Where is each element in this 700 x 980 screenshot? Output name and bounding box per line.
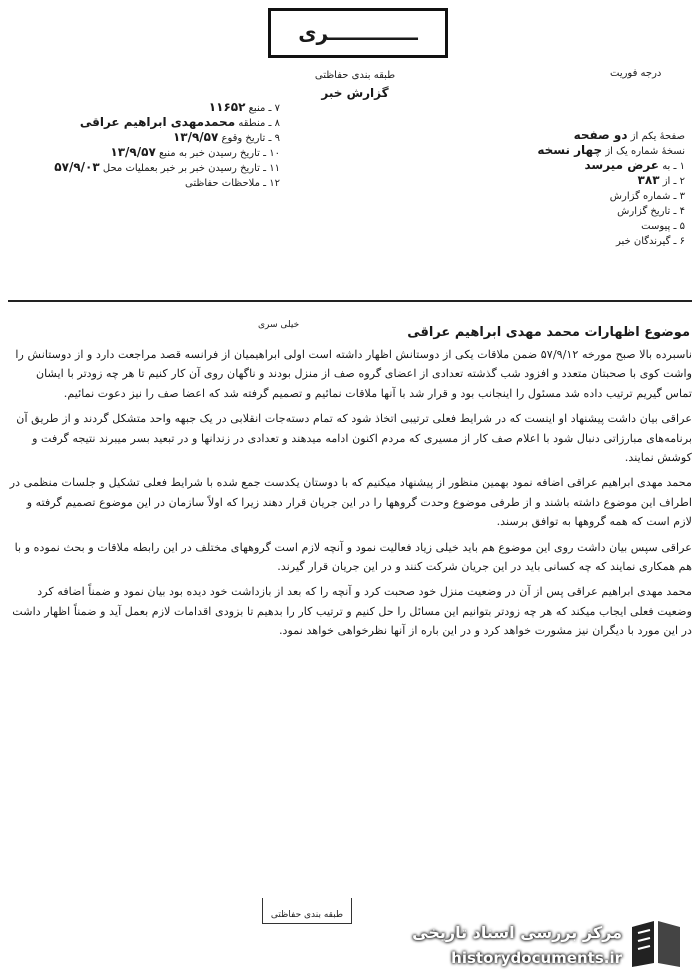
form-row: ۴ ـ تاریخ گزارش [617, 206, 685, 217]
report-body [8, 345, 692, 647]
form-row: ۸ ـ منطقه محمدمهدی ابراهیم عراقی [79, 115, 280, 129]
right-form-fields [410, 128, 685, 248]
priority-label: درجه فوریت [610, 68, 662, 79]
form-row: ۵ ـ پیوست [641, 221, 685, 232]
body-paragraph: محمد مهدی ابراهیم عراقی پس از آن در وضعیت منزل خود صحبت کرد و آنچه را که بعد از بازداشت خود دیده بود بیان نمود و ضمناً اضافه کرد وضعیت فعلی ایجاب میکند که هر چه زودتر بتوانیم این مسائل را حل کنیم و ترتیب کار را بدهیم تا بزودی اقدامات لازم بعمل آید و ضمناً اظهار داشت در این مورد با دیگران نیز مشورت خواهد کرد و در این باره از آنها نظرخواهی خواهد نمود. [12, 585, 692, 638]
body-paragraph: محمد مهدی ابراهیم عراقی اضافه نمود بهمین منظور از پیشنهاد میکنیم که با دوستان یکدست جمع شده با شرایط فعلی تشکیل و جلسات منظمی در اطراف این موضوع داشته باشند و از طرفی موضوع وحدت گروهها را در این جریان قرار دهند زیرا که اولاً سازمان در این موضوع تصمیم گرفته و لازم است که همه گروهها به توافق برسند. [9, 476, 692, 529]
stamp-text: ـــــــــــــرى [298, 21, 418, 45]
body-paragraph: ناسبرده بالا صبح مورخه ۵۷/۹/۱۲ ضمن ملاقات یکی از دوستانش اظهار داشته است اولی ابراهیمیان از فرانسه قصد مراجعت دارد و از دوستانش را واشت کوی با صحبتان متعدد و افزود شب گذشته تعدادی از اعضای گروه صف از منزل بودند و ناگهان روی آن کار کنیم تا هر چه زودتر با ایشان تماس گیریم ترتیب داده شد مسئول را اینجانب بود و قرار شد با آنها ملاقات نمائیم و تصمیم گرفته شد که اعضا صف را نیز دعوت نمائیم. [15, 348, 692, 400]
form-row: نسخهٔ شماره یک از چهار نسخه [537, 143, 685, 157]
form-row: ۶ ـ گیرندگان خبر [615, 236, 685, 247]
section-divider [8, 300, 692, 302]
form-row: ۱۲ ـ ملاحظات حفاظتی [185, 178, 280, 189]
footer-classification: طبقه بندی حفاظتی [262, 898, 352, 924]
form-row: ۱۱ ـ تاریخ رسیدن خبر بر خبر بعملیات محل ۵۷/۹/۰۳ [54, 160, 280, 174]
left-form-fields [10, 100, 280, 190]
document-logo-icon [628, 919, 684, 969]
report-title: گزارش خبر [321, 86, 389, 100]
form-row: ۹ ـ تاریخ وقوع ۱۳/۹/۵۷ [172, 130, 280, 144]
form-row: ۱ ـ به عرض میرسد [584, 158, 685, 172]
body-paragraph: عراقی سپس بیان داشت روی این موضوع هم باید خیلی زیاد فعالیت نمود و آنچه لازم است گروههای مختلف در این رابطه ملاقات و بحث نموده و با هم همکاری نمایند که چه کسانی باید در این جریان شرکت کنند و در این جریان قرار گیرند. [14, 540, 692, 574]
report-subject: موضوع اظهارات محمد مهدی ابراهیم عراقی [407, 325, 690, 340]
form-row: ۷ ـ منبع ۱۱۶۵۲ [208, 100, 280, 114]
form-row: ۱۰ ـ تاریخ رسیدن خبر به منبع ۱۳/۹/۵۷ [110, 145, 280, 159]
body-paragraph: عراقی بیان داشت پیشنهاد او اینست که در شرایط فعلی ترتیبی اتخاذ شود که تمام دسته‌جات انقلابی در یک جبهه واحد متشکل گردند و از طریق آن برنامه‌های مبارزاتی دنبال شود با اعلام صف کار از مسیری که مردم اکنون ادامه میدهند و تعدادی در زندانها و در تبعید بسر میبرند نتیجه گرفت و کوشش نمایند. [16, 412, 692, 465]
watermark [392, 915, 692, 975]
watermark-title: مرکز بررسی اسناد تاریخی [412, 923, 622, 942]
form-row: ۲ ـ از ۳۸۳ [637, 173, 685, 187]
classification-stamp [268, 8, 448, 58]
secrecy-mark: خیلی سری [258, 320, 300, 330]
watermark-url: historydocuments.ir [451, 949, 622, 967]
form-row: صفحهٔ یکم از دو صفحه [573, 128, 685, 142]
form-row: ۳ ـ شماره گزارش [609, 191, 685, 202]
classification-label: طبقه بندی حفاظتی [314, 70, 396, 81]
